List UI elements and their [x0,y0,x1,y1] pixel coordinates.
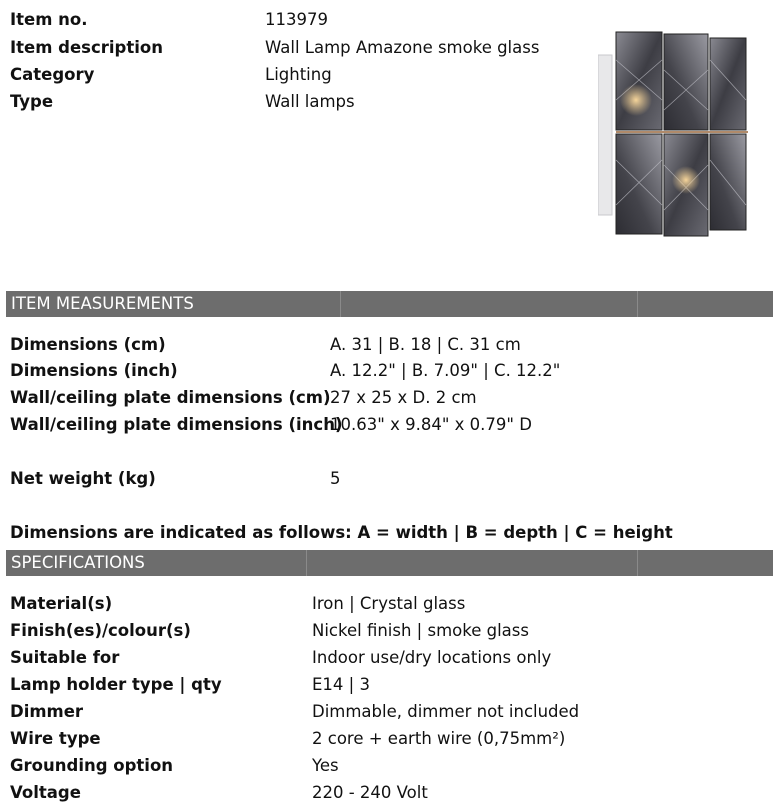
measurement-value: 10.63" x 9.84" x 0.79" D [330,415,532,434]
measurement-row [10,414,532,436]
spec-value: Yes [312,756,339,775]
item-no-label: Item no. [10,10,88,29]
net-weight-value: 5 [330,469,341,488]
item-description-label: Item description [10,38,163,57]
type-label: Type [10,92,54,111]
spec-label: Lamp holder type | qty [10,675,222,694]
header-divider [306,550,307,576]
item-measurements-header [6,291,773,317]
item-no-value: 113979 [265,10,328,29]
type-row [10,91,355,113]
spec-row [10,620,529,642]
item-no-row [10,9,328,31]
spec-row [10,701,580,723]
spec-row [10,728,566,750]
measurement-label: Wall/ceiling plate dimensions (inch) [10,415,343,434]
spec-value: Dimmable, dimmer not included [312,702,580,721]
specifications-title: SPECIFICATIONS [11,553,145,572]
item-description-row [10,37,540,59]
spec-value: E14 | 3 [312,675,370,694]
item-measurements-title: ITEM MEASUREMENTS [11,294,194,313]
spec-value: Nickel finish | smoke glass [312,621,529,640]
spec-label: Wire type [10,729,101,748]
header-divider [637,291,638,317]
spec-value: 220 - 240 Volt [312,783,428,802]
spec-label: Voltage [10,783,81,802]
measurement-row [10,387,477,409]
item-description-value: Wall Lamp Amazone smoke glass [265,38,540,57]
spec-row [10,782,428,804]
category-row [10,64,332,86]
spec-label: Suitable for [10,648,120,667]
measurement-value: A. 12.2" | B. 7.09" | C. 12.2" [330,361,561,380]
measurement-label: Wall/ceiling plate dimensions (cm) [10,388,331,407]
wall-lamp-photo-icon [598,30,758,240]
measurement-row [10,360,561,382]
spec-label: Dimmer [10,702,84,721]
measurement-row [10,334,521,356]
spec-label: Grounding option [10,756,174,775]
net-weight-row [10,468,341,490]
measurement-value: 27 x 25 x D. 2 cm [330,388,477,407]
spec-row [10,755,339,777]
spec-value: Iron | Crystal glass [312,594,466,613]
category-value: Lighting [265,65,332,84]
dimensions-note [10,522,673,544]
type-value: Wall lamps [265,92,355,111]
category-label: Category [10,65,95,84]
spec-label: Material(s) [10,594,113,613]
spec-value: Indoor use/dry locations only [312,648,552,667]
measurement-label: Dimensions (cm) [10,335,166,354]
measurement-label: Dimensions (inch) [10,361,178,380]
net-weight-label: Net weight (kg) [10,469,156,488]
spec-row [10,593,466,615]
header-divider [340,291,341,317]
spec-label: Finish(es)/colour(s) [10,621,191,640]
header-divider [637,550,638,576]
spec-row [10,674,370,696]
specifications-header [6,550,773,576]
measurement-value: A. 31 | B. 18 | C. 31 cm [330,335,521,354]
spec-row [10,647,552,669]
spec-value: 2 core + earth wire (0,75mm²) [312,729,566,748]
dimensions-note-text: Dimensions are indicated as follows: A = width | B = depth | C = height [10,523,673,542]
